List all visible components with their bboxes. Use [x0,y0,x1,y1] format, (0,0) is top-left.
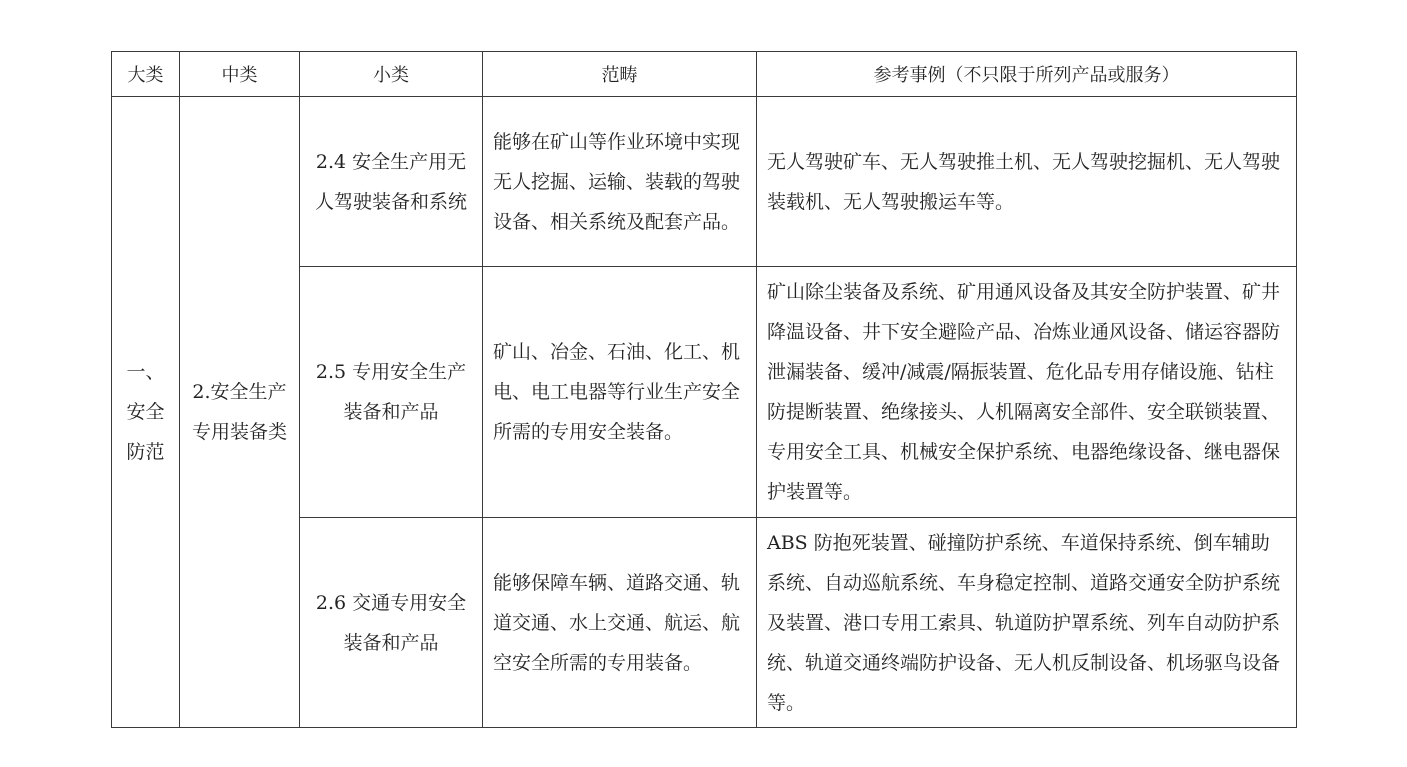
scope-cell: 矿山、冶金、石油、化工、机电、电工电器等行业生产安全所需的专用安全装备。 [483,267,757,518]
header-major: 大类 [112,52,180,97]
examples-cell: 无人驾驶矿车、无人驾驶推土机、无人驾驶挖掘机、无人驾驶装载机、无人驾驶搬运车等。 [757,97,1297,267]
sub-category-cell: 2.4 安全生产用无人驾驶装备和系统 [300,97,483,267]
header-scope: 范畴 [483,52,757,97]
header-middle: 中类 [180,52,300,97]
scope-cell: 能够保障车辆、道路交通、轨道交通、水上交通、航运、航空安全所需的专用装备。 [483,518,757,728]
header-row [112,52,1297,97]
major-category-line: 安全 [126,401,165,423]
examples-cell: 矿山除尘装备及系统、矿用通风设备及其安全防护装置、矿井降温设备、井下安全避险产品、冶炼业通风设备、储运容器防泄漏装备、缓冲/减震/隔振装置、危化品专用存储设施、钻柱防提断装置、绝缘接头、人机隔离安全部件、安全联锁装置、专用安全工具、机械安全保护系统、电器绝缘设备、继电器保护装置等。 [757,267,1297,518]
header-sub: 小类 [300,52,483,97]
middle-category-line: 专用装备类 [191,421,287,443]
sub-category-cell: 2.5 专用安全生产装备和产品 [300,267,483,518]
header-examples: 参考事例（不只限于所列产品或服务） [757,52,1297,97]
middle-category-line: 2.安全生产 [192,381,287,403]
middle-category-cell [180,97,300,728]
table-row [112,97,1297,267]
major-category-line: 防范 [126,441,165,463]
examples-cell: ABS 防抱死装置、碰撞防护系统、车道保持系统、倒车辅助系统、自动巡航系统、车身稳定控制、道路交通安全防护系统及装置、港口专用工索具、轨道防护罩系统、列车自动防护系统、轨道交通终端防护设备、无人机反制设备、机场驱鸟设备等。 [757,518,1297,728]
sub-category-cell: 2.6 交通专用安全装备和产品 [300,518,483,728]
major-category-line: 一、 [126,361,165,383]
major-category-cell [112,97,180,728]
classification-table [111,51,1297,728]
scope-cell: 能够在矿山等作业环境中实现无人挖掘、运输、装载的驾驶设备、相关系统及配套产品。 [483,97,757,267]
